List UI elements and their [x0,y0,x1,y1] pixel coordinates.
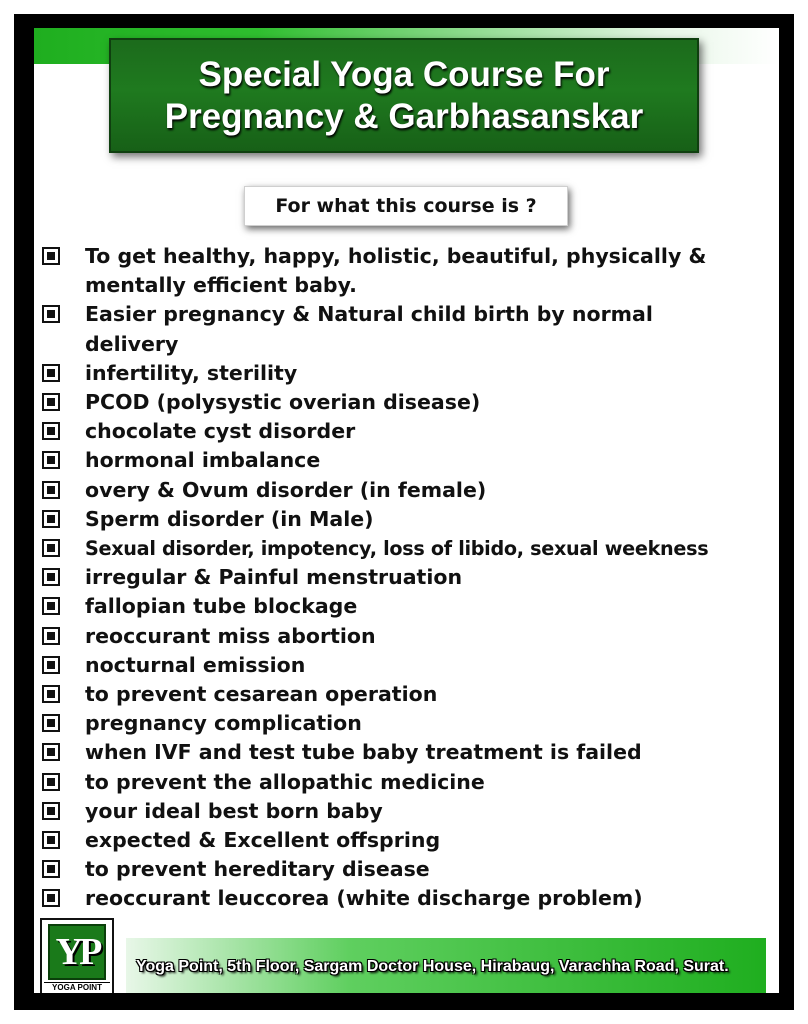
square-bullet-icon [42,247,60,265]
square-bullet-icon [42,802,60,820]
list-item-text: Sperm disorder (in Male) [85,506,374,531]
title-line-1: Special Yoga Course For [198,55,610,94]
square-bullet-icon [42,451,60,469]
square-bullet-icon [42,773,60,791]
list-item [42,388,779,417]
list-item-text: PCOD (polysystic overian disease) [85,390,481,415]
logo-letters: YP [55,931,99,973]
list-item [42,797,779,826]
list-item-text: infertility, sterility [85,360,298,385]
footer-address: Yoga Point, 5th Floor, Sargam Doctor House, Hirabaug, Varachha Road, Surat. [136,958,729,975]
square-bullet-icon [42,364,60,382]
subtitle-box: For what this course is ? [244,186,568,226]
list-item-text: chocolate cyst disorder [85,419,356,444]
square-bullet-icon [42,831,60,849]
list-item [42,563,779,592]
square-bullet-icon [42,568,60,586]
yoga-point-logo [40,918,114,993]
list-item-text: your ideal best born baby [85,798,383,823]
poster-frame [14,14,794,1010]
logo-mark-icon [48,924,106,980]
list-item [42,446,779,475]
square-bullet-icon [42,422,60,440]
list-item-text: pregnancy complication [85,711,362,736]
list-item-text: Sexual disorder, impotency, loss of libido, sexual weekness [85,537,709,561]
title-banner [109,38,699,153]
list-item [42,592,779,621]
list-item [42,768,779,797]
list-item-text: to prevent hereditary disease [85,857,430,882]
list-item [42,738,779,767]
list-item-text: when IVF and test tube baby treatment is failed [85,740,642,765]
list-item-text: nocturnal emission [85,652,306,677]
square-bullet-icon [42,656,60,674]
list-item [42,300,779,358]
list-item [42,855,779,884]
square-bullet-icon [42,889,60,907]
square-bullet-icon [42,714,60,732]
poster-body [34,28,779,993]
logo-caption: YOGA POINT [44,982,110,992]
list-item-text: Easier pregnancy & Natural child birth by normal delivery [85,302,653,356]
square-bullet-icon [42,481,60,499]
list-item [42,826,779,855]
list-item [42,884,779,913]
list-item-text: to prevent cesarean operation [85,682,438,707]
list-item [42,242,779,300]
square-bullet-icon [42,627,60,645]
square-bullet-icon [42,743,60,761]
square-bullet-icon [42,539,60,557]
list-item-text: reoccurant leuccorea (white discharge problem) [85,886,643,911]
square-bullet-icon [42,510,60,528]
square-bullet-icon [42,597,60,615]
list-item-text: overy & Ovum disorder (in female) [85,477,487,502]
list-item-text: To get healthy, happy, holistic, beautiful, physically & mentally efficient baby. [85,244,707,298]
list-item [42,534,779,563]
list-item [42,417,779,446]
list-item-text: fallopian tube blockage [85,594,358,619]
list-item-text: to prevent the allopathic medicine [85,769,485,794]
list-item [42,359,779,388]
square-bullet-icon [42,393,60,411]
square-bullet-icon [42,305,60,323]
list-item [42,622,779,651]
list-item [42,651,779,680]
list-item-text: expected & Excellent offspring [85,828,441,853]
square-bullet-icon [42,685,60,703]
square-bullet-icon [42,860,60,878]
benefit-list [42,242,779,914]
list-item-text: reoccurant miss abortion [85,623,376,648]
list-item-text: hormonal imbalance [85,448,321,473]
title-line-2: Pregnancy & Garbhasanskar [164,97,644,136]
list-item [42,476,779,505]
list-item [42,505,779,534]
list-item [42,680,779,709]
list-item-text: irregular & Painful menstruation [85,565,463,590]
list-item [42,709,779,738]
